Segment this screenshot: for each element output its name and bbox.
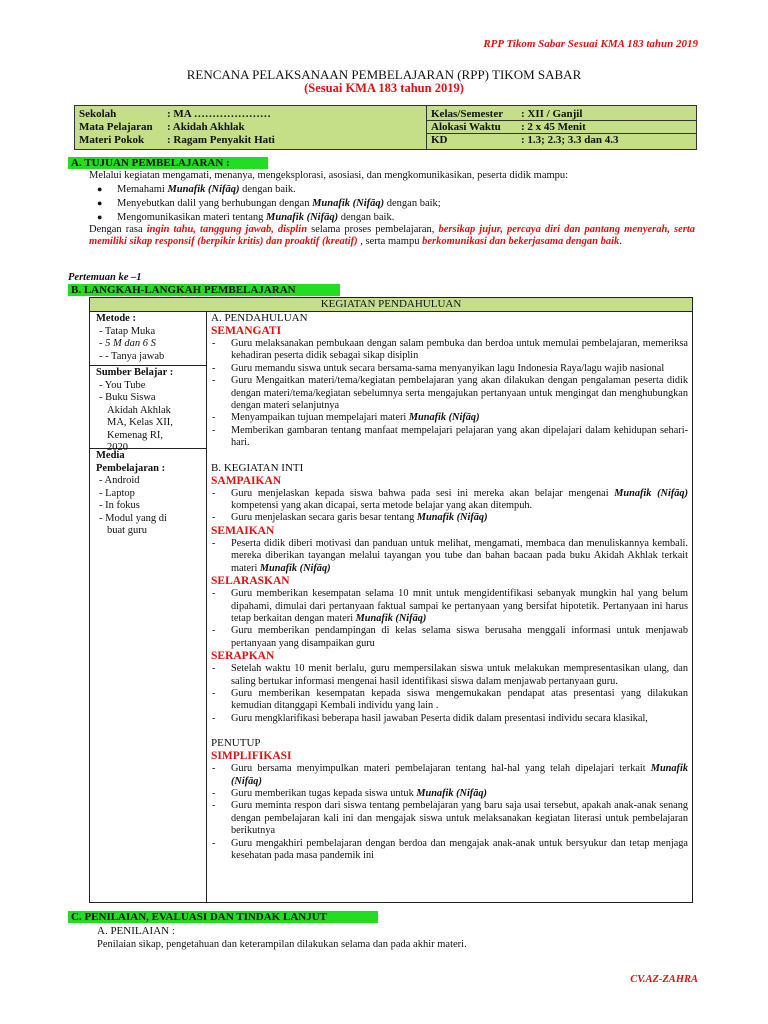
identity-table: [74, 105, 697, 150]
identity-key: Alokasi Waktu: [431, 121, 501, 133]
text: Guru menjelaskan secara garis besar tentang: [231, 512, 417, 524]
identity-key: Mata Pelajaran: [79, 121, 153, 133]
objective-item: [97, 197, 697, 210]
term: Munafik (Nifāq): [231, 763, 688, 787]
text: .: [619, 236, 622, 248]
identity-key: Materi Pokok: [79, 134, 145, 146]
identity-value: : Akidah Akhlak: [167, 121, 245, 133]
identity-row: [427, 108, 696, 121]
activity-item: - Guru mengakhiri pembelajaran dengan berdoa dan mengajak anak-anak untuk bersyukur dan tetap menjaga kesehatan pada masa pandemik ini: [212, 837, 688, 861]
activity-item: - Guru meminta respon dari siswa tentang pembelajaran yang baru saja usai tersebut, apakah anak-anak senang dengan pembelajaran kali ini dan mengajak siswa untuk melaksanakan kegiatan literasi untuk pembelajaran berikutnya: [212, 800, 688, 837]
term: Munafik (Nifāq): [312, 198, 385, 209]
identity-key: KD: [431, 134, 448, 146]
bullet-icon: ●: [97, 184, 103, 194]
learning-steps-table: [89, 297, 693, 903]
method-item: - 5 M dan 6 S: [99, 338, 156, 349]
text: Peserta didik diberi motivasi dan panduan untuk melihat, mengamati, membaca dan menuliskannya kembali. mereka diberikan tayangan melalui tayangan you tube dan bahan bacaan pada buku Akidah Akhlak terkait materi: [231, 537, 688, 574]
identity-row: [427, 134, 696, 147]
identity-value: : 2 x 45 Menit: [521, 121, 586, 133]
activity-item: - Menyampaikan tujuan mempelajari materi Munafik (Nifāq): [212, 412, 480, 424]
method-heading: Metode :: [96, 313, 136, 324]
phase-heading: B. KEGIATAN INTI: [211, 461, 304, 474]
activity-item: - Guru menjelaskan secara garis besar tentang Munafik (Nifāq): [212, 512, 488, 524]
text: dengan baik.: [239, 184, 296, 195]
media-box: [90, 449, 206, 545]
identity-key: Kelas/Semester: [431, 108, 504, 120]
media-heading: Pembelajaran :: [96, 462, 166, 474]
media-item: - In fokus: [99, 500, 140, 511]
activity-item: - Guru memandu siswa untuk secara bersama-sama menyanyikan lagu Indonesia Raya/lagu wajib nasional: [212, 362, 665, 374]
text: selama proses pembelajaran,: [307, 224, 439, 235]
term: Munafik (Nifāq): [266, 212, 339, 223]
footer-note: CV.AZ-ZAHRA: [630, 974, 698, 985]
page-subtitle: (Sesuai KMA 183 tahun 2019): [304, 81, 464, 95]
section-a-closing: [89, 224, 695, 249]
text: dengan baik;: [384, 198, 441, 209]
activity-item: - Setelah waktu 10 menit berlalu, guru mempersilakan siswa untuk melakukan mempresentasikan ulang, dan saling bertukar informasi mengenai hasil identifikasi siswa dalam menjawab pertanyaan guru.: [212, 663, 688, 687]
phase-heading: A. PENDAHULUAN: [211, 312, 308, 324]
source-item: Kemenag RI,: [107, 429, 163, 441]
text: Guru memberikan kesempatan selama 10 mnit untuk mengidentifikasi sebanyak mungkin hal yang belum dipahami, dimulai dari pertanyaan faktual sampai ke pertanyaan yang bersifat hipotetik. Pertanyaan ini harus tetap berkaitan dengan materi: [231, 588, 688, 624]
source-item: 2020: [107, 442, 128, 453]
text: Guru melaksanakan pembukaan dengan salam pembuka dan berdoa untuk memulai pembelajaran, memeriksa kehadiran peserta didik sebagai sikap disiplin: [231, 338, 688, 362]
media-item: - Laptop: [99, 487, 135, 499]
step-heading: SEMAIKAN: [211, 524, 275, 537]
source-item: MA, Kelas XII,: [107, 417, 173, 428]
identity-row: [75, 134, 426, 147]
activity-item: - Peserta didik diberi motivasi dan panduan untuk melihat, mengamati, membaca dan menuliskannya kembali. mereka diberikan tayangan melalui tayangan you tube dan bahan bacaan pada buku Akidah Akhlak terkait materi Munafik (Nifāq): [212, 537, 688, 574]
term: Munafik (Nifāq): [416, 512, 488, 524]
step-heading: SEMANGATI: [211, 325, 282, 337]
resources-column: [90, 312, 207, 902]
identity-value: : XII / Ganjil: [521, 108, 583, 120]
identity-value: : 1.3; 2.3; 3.3 dan 4.3: [521, 134, 619, 146]
method-item: - Tatap Muka: [99, 325, 156, 337]
identity-row: [75, 108, 426, 121]
text: Memberikan gambaran tentang manfaat mempelajari pelajaran yang akan dipelajari dalam kehidupan sehari-hari.: [231, 424, 688, 449]
text: Guru memberikan pendampingan di kelas selama siswa berusaha menggali informasi untuk menjawab pertanyaan yang disampaikan guru: [231, 625, 688, 649]
activity-item: - Guru melaksanakan pembukaan dengan salam pembuka dan berdoa untuk memulai pembelajaran, memeriksa kehadiran peserta didik sebagai sikap disiplin: [212, 338, 688, 362]
method-box: [90, 312, 206, 366]
activity-item: - Guru mengklarifikasi beberapa hasil jawaban Peserta didik dalam presentasi individu secara klasikal,: [212, 712, 648, 724]
text: Dengan rasa: [89, 224, 147, 235]
activity-item: - Guru memberikan tugas kepada siswa untuk Munafik (Nifāq): [212, 787, 487, 799]
text: Memahami: [117, 184, 168, 195]
activity-item: - Guru memberikan kesempatan kepada siswa mengemukakan pendapat atas presentasi yang dilakukan kemudian ditanggapi Kembali individu yang lain .: [212, 687, 688, 712]
page-title: RENCANA PELAKSANAAN PEMBELAJARAN (RPP) TIKOM SABAR: [186, 67, 582, 82]
text: kompetensi yang akan dicapai, serta metode belajar yang akan ditempuh.: [231, 500, 533, 512]
text: Guru memandu siswa untuk secara bersama-sama menyanyikan lagu Indonesia Raya/lagu wajib nasional: [231, 362, 665, 374]
table-header: KEGIATAN PENDAHULUAN: [90, 298, 692, 312]
activity-item: - Memberikan gambaran tentang manfaat mempelajari pelajaran yang akan dipelajari dalam kehidupan sehari-hari.: [212, 424, 688, 449]
activity-item: - Guru memberikan kesempatan selama 10 mnit untuk mengidentifikasi sebanyak mungkin hal yang belum dipahami, dimulai dari pertanyaan faktual sampai ke pertanyaan yang bersifat hipotetik. Pertanyaan ini harus tetap berkaitan dengan materi Munafik (Nifāq): [212, 588, 688, 624]
text: Guru mengklarifikasi beberapa hasil jawaban Peserta didik dalam presentasi individu secara klasikal,: [231, 712, 648, 724]
activity-item: - Guru Mengaitkan materi/tema/kegiatan pembelajaran yang akan dilakukan dengan pengalaman peserta didik dengan materi/tema/kegiatan sebelumnya serta mengajukan pertanyaan untuk mengingat dan menghubungkan dengan materi selanjutnya: [212, 375, 688, 412]
text: , serta mampu: [357, 236, 423, 248]
section-a-intro: Melalui kegiatan mengamati, menanya, mengeksplorasi, asosiasi, dan mengkomunikasikan, peserta didik mampu:: [89, 170, 569, 181]
assessment-text: Penilaian sikap, pengetahuan dan keterampilan dilakukan selama dan pada akhir materi.: [97, 939, 467, 950]
text: Menyampaikan tujuan mempelajari materi: [231, 412, 409, 424]
objective-item: [97, 211, 697, 224]
step-heading: SERAPKAN: [211, 650, 275, 663]
step-heading: SIMPLIFIKASI: [211, 750, 292, 763]
text: Guru memberikan kesempatan kepada siswa mengemukakan pendapat atas presentasi yang dilakukan kemudian ditanggapi Kembali individu yang lain .: [231, 687, 688, 712]
section-c-heading: C. PENILAIAN, EVALUASI DAN TINDAK LANJUT: [68, 911, 378, 923]
bullet-icon: ●: [97, 212, 103, 222]
term: Munafik (Nifāq): [259, 562, 331, 574]
term: Munafik (Nifāq): [167, 184, 240, 195]
text: dengan baik.: [338, 212, 395, 223]
media-heading: Media: [96, 450, 125, 461]
identity-key: Sekolah: [79, 108, 117, 120]
text: Mengomunikasikan materi tentang: [117, 212, 267, 223]
highlight: bersikap jujur, percaya diri dan pantang menyerah, serta memiliki sikap responsif (berpikir kritis) dan proaktif (kreatif): [89, 224, 696, 248]
term: Munafik (Nifāq): [416, 787, 487, 799]
step-heading: SELARASKAN: [211, 575, 290, 588]
text: Guru menjelaskan kepada siswa bahwa pada sesi ini mereka akan belajar mengenai: [231, 487, 615, 499]
assessment-subheading: A. PENILAIAN :: [97, 925, 175, 937]
activity-item: - Guru bersama menyimpulkan materi pembelajaran tentang hal-hal yang telah dipelajari terkait Munafik (Nifāq): [212, 763, 688, 787]
activity-item: - Guru memberikan pendampingan di kelas selama siswa berusaha menggali informasi untuk menjawab pertanyaan yang disampaikan guru: [212, 625, 688, 649]
text: Guru Mengaitkan materi/tema/kegiatan pembelajaran yang akan dilakukan dengan pengalaman peserta didik dengan materi/tema/kegiatan sebelumnya serta mengajukan pertanyaan untuk mengingat dan menghubungkan dengan materi selanjutnya: [231, 375, 688, 412]
text: Guru meminta respon dari siswa tentang pembelajaran yang baru saja usai tersebut, apakah anak-anak senang dengan pembelajaran kali ini dan mengajak siswa untuk melaksanakan kegiatan literasi untuk pembelajaran berikutnya: [231, 800, 688, 837]
step-heading: SAMPAIKAN: [211, 474, 282, 487]
identity-value: : Ragam Penyakit Hati: [167, 134, 275, 146]
objective-item: [97, 183, 697, 196]
identity-value: : MA …………………: [167, 108, 271, 120]
highlight: ingin tahu, tanggung jawab, displin: [146, 224, 308, 235]
method-item: - - Tanya jawab: [99, 350, 165, 362]
identity-row: [75, 121, 426, 134]
header-note: RPP Tikom Sabar Sesuai KMA 183 tahun 2019: [483, 38, 698, 50]
activity-item: - Guru menjelaskan kepada siswa bahwa pada sesi ini mereka akan belajar mengenai Munafik (Nifāq) kompetensi yang akan dicapai, serta metode belajar yang akan ditempuh.: [212, 487, 689, 512]
media-item: buat guru: [107, 525, 147, 536]
source-box: [90, 366, 206, 453]
activities-column: [211, 312, 688, 902]
media-item: - Modul yang di: [99, 512, 167, 524]
text: Setelah waktu 10 menit berlalu, guru mempersilakan siswa untuk melakukan mempresentasikan ulang, dan saling bertukar informasi mengenai hasil identifikasi siswa dalam menjawab pertanyaan guru.: [231, 663, 688, 687]
media-item: - Android: [99, 475, 140, 486]
text: Menyebutkan dalil yang berhubungan dengan: [117, 198, 313, 209]
section-a-heading: A. TUJUAN PEMBELAJARAN :: [68, 157, 268, 169]
text: Guru memberikan tugas kepada siswa untuk: [231, 787, 417, 799]
term: Munafik (Nifāq): [408, 412, 480, 424]
source-item: Akidah Akhlak: [107, 404, 171, 416]
meeting-label: Pertemuan ke –1: [68, 272, 142, 283]
identity-row: [427, 121, 696, 134]
highlight: berkomunikasi dan bekerjasama dengan baik: [422, 236, 620, 248]
source-heading: Sumber Belajar :: [96, 367, 174, 378]
term: Munafik (Nifāq): [614, 487, 689, 499]
phase-heading: PENUTUP: [211, 737, 261, 750]
term: Munafik (Nifāq): [355, 612, 427, 624]
text: Guru mengakhiri pembelajaran dengan berdoa dan mengajak anak-anak untuk bersyukur dan tetap menjaga kesehatan pada masa pandemik ini: [231, 837, 688, 861]
section-b-heading: B. LANGKAH-LANGKAH PEMBELAJARAN: [68, 284, 340, 296]
source-item: - You Tube: [99, 379, 146, 391]
bullet-icon: ●: [97, 198, 103, 208]
text: Guru bersama menyimpulkan materi pembelajaran tentang hal-hal yang telah dipelajari terkait: [231, 763, 651, 775]
source-item: - Buku Siswa: [99, 392, 156, 403]
